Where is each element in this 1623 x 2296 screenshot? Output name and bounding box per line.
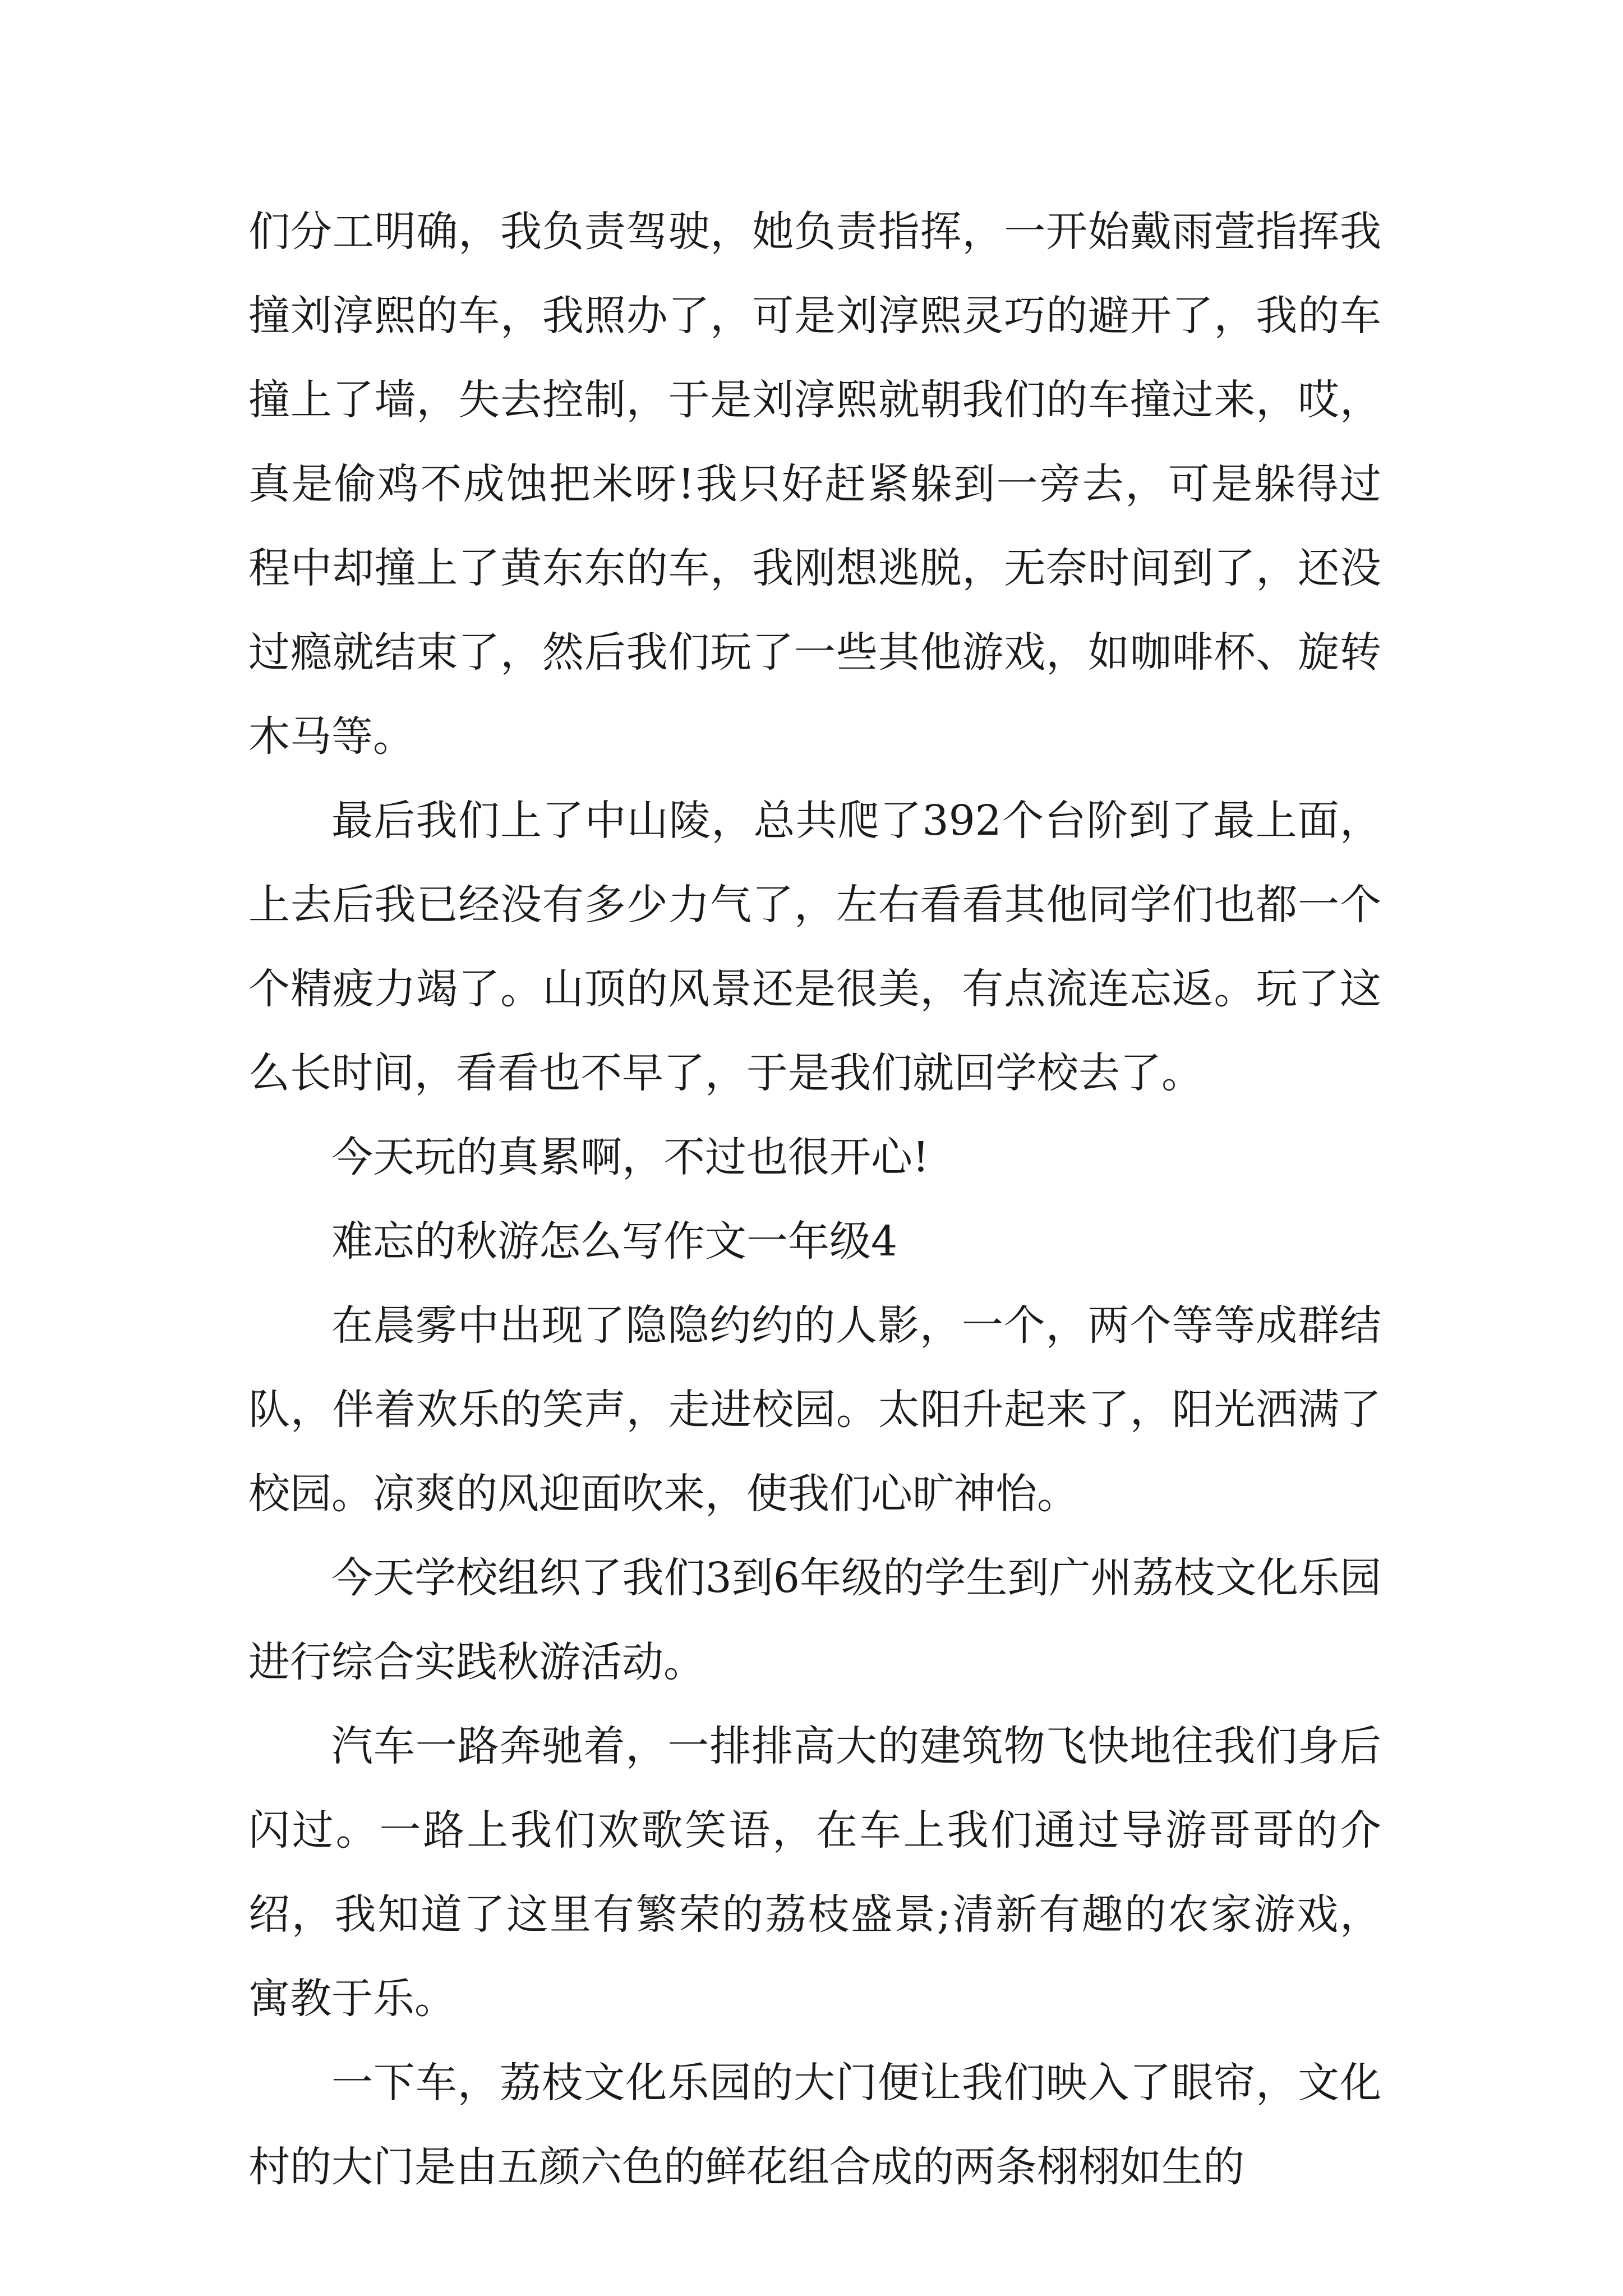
paragraph-conclusion: 今天玩的真累啊，不过也很开心! (331, 1133, 929, 1181)
document-body (248, 190, 1381, 2209)
section-heading: 难忘的秋游怎么写作文一年级4 (331, 1217, 898, 1266)
paragraph-arrival: 一下车，荔枝文化乐园的大门便让我们映入了眼帘，文化村的大门是由五颜六色的鲜花组合成的两条栩栩如生的 (248, 2059, 1381, 2191)
paragraph-morning-fog: 在晨雾中出现了隐隐约约的人影，一个，两个等等成群结队，伴着欢乐的笑声，走进校园。太阳升起来了，阳光洒满了校园。凉爽的风迎面吹来，使我们心旷神怡。 (248, 1301, 1381, 1518)
paragraph-bus-ride: 汽车一路奔驰着，一排排高大的建筑物飞快地往我们身后闪过。一路上我们欢歌笑语，在车上我们通过导游哥哥的介绍，我知道了这里有繁荣的荔枝盛景;清新有趣的农家游戏，寓教于乐。 (248, 1722, 1381, 2023)
paragraph-continuation: 们分工明确，我负责驾驶，她负责指挥，一开始戴雨萱指挥我撞刘淳熙的车，我照办了，可是刘淳熙灵巧的避开了，我的车撞上了墙，失去控制，于是刘淳熙就朝我们的车撞过来，哎，真是偷鸡不成蚀把米呀!我只好赶紧躲到一旁去，可是躲得过程中却撞上了黄东东的车，我刚想逃脱，无奈时间到了，还没过瘾就结束了，然后我们玩了一些其他游戏，如咖啡杯、旋转木马等。 (248, 208, 1381, 761)
paragraph-zhongshan: 最后我们上了中山陵，总共爬了392个台阶到了最上面，上去后我已经没有多少力气了，左右看看其他同学们也都一个个精疲力竭了。山顶的风景还是很美，有点流连忘返。玩了这么长时间，看看也不早了，于是我们就回学校去了。 (248, 797, 1381, 1097)
paragraph-school-trip: 今天学校组织了我们3到6年级的学生到广州荔枝文化乐园进行综合实践秋游活动。 (248, 1554, 1381, 1686)
